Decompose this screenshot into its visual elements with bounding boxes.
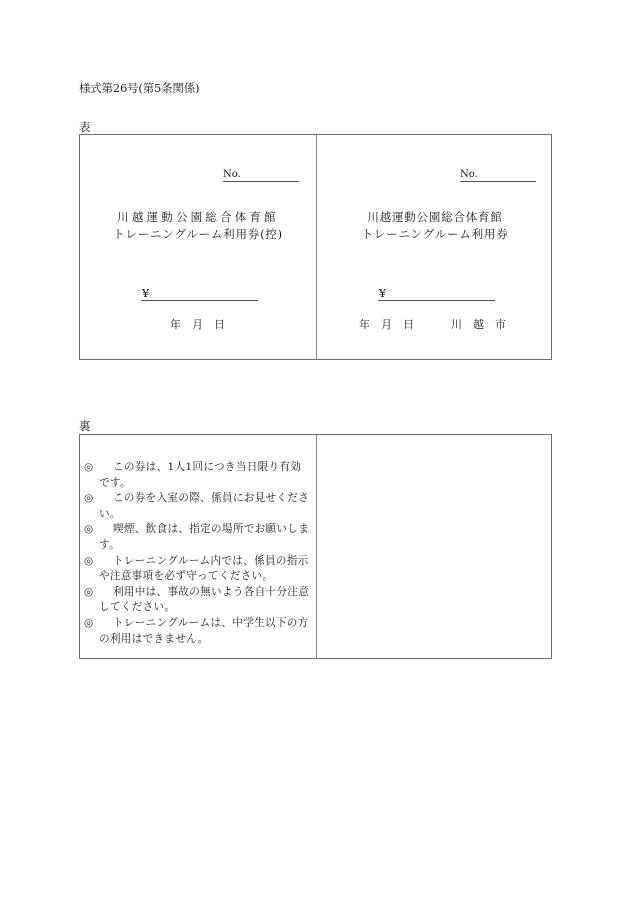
usage-note: ◎ トレーニングルーム内では、係員の指示や注意事項を必ず守ってください。 [84,554,309,583]
double-circle-bullet-icon: ◎ [84,523,94,536]
double-circle-bullet-icon: ◎ [84,461,94,473]
ticket-stub [80,135,316,359]
usage-note: ◎ この券は、1人1回につき当日限り有効です。 [84,461,302,489]
back-notes-cell [80,435,316,658]
usage-notes-list [84,460,312,647]
ticket-amount-field [378,287,495,301]
stub-number-label: No. [223,169,241,180]
ticket-title: トレーニングルーム利用券 [361,227,509,241]
usage-note: ◎ トレーニングルームは、中学生以下の方の利用はできません。 [84,616,309,645]
ticket-main [317,135,553,359]
usage-note: ◎ 喫煙、飲食は、指定の場所でお願いします。 [84,523,310,551]
form-number-label: 様式第26号(第5条関係) [79,81,200,95]
back-ticket-sheet [79,434,552,659]
usage-note: ◎ この券を入室の際、係員にお見せください。 [84,492,310,520]
double-circle-bullet-icon: ◎ [84,554,94,567]
yen-symbol: ¥ [142,287,149,300]
usage-note: ◎ 利用中は、事故の無いよう各自十分注意してください。 [84,585,310,614]
stub-ticket-title: トレーニングルーム利用券(控) [113,227,283,241]
ticket-issuer: 川 越 市 [451,318,506,331]
yen-symbol: ¥ [379,287,386,300]
ticket-number-field [460,168,536,182]
stub-amount-field [141,287,258,301]
ticket-facility-name: 川越運動公園総合体育館 [367,210,503,224]
stub-facility-name: 川越運動公園総合体育館 [117,210,279,224]
double-circle-bullet-icon: ◎ [84,585,94,598]
back-section-label: 裏 [79,419,91,433]
front-ticket-sheet [79,134,552,360]
back-blank-cell [317,435,553,658]
double-circle-bullet-icon: ◎ [84,616,94,629]
front-section-label: 表 [79,120,91,134]
ticket-date: 年 月 日 [359,318,414,331]
stub-number-field [223,168,299,182]
stub-date: 年 月 日 [170,318,225,331]
double-circle-bullet-icon: ◎ [84,492,94,505]
ticket-number-label: No. [460,169,478,180]
